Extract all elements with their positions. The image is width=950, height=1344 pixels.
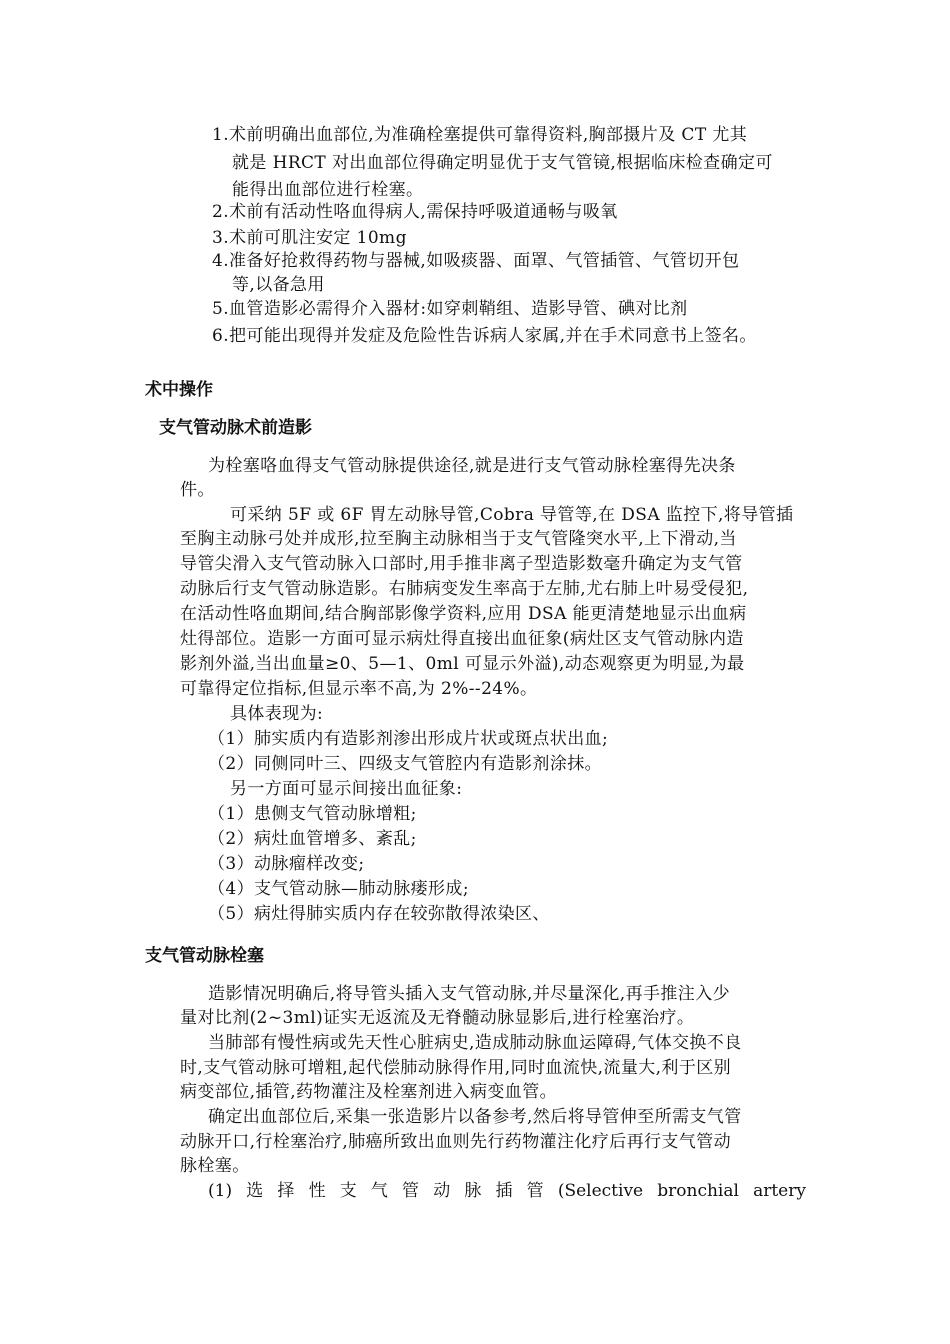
paragraph-line: 确定出血部位后,采集一张造影片以备参考,然后将导管伸至所需支气管 bbox=[208, 1107, 742, 1127]
paragraph-line: 动脉后行支气管动脉造影。右肺病变发生率高于左肺,尤右肺上叶易受侵犯, bbox=[180, 579, 749, 599]
paragraph-line: 当肺部有慢性病或先天性心脏病史,造成肺动脉血运障碍,气体交换不良 bbox=[208, 1033, 742, 1053]
list-item: （2）病灶血管增多、紊乱; bbox=[208, 829, 417, 849]
paragraph-line: 影剂外溢,当出血量≥0、5—1、0ml 可显示外溢),动态观察更为明显,为最 bbox=[180, 654, 745, 674]
list-item: （1）肺实质内有造影剂渗出形成片状或斑点状出血; bbox=[208, 729, 609, 749]
indirect-signs-intro: 另一方面可显示间接出血征象: bbox=[230, 779, 463, 799]
text-token: 支 bbox=[339, 1181, 357, 1201]
paragraph-line: 可靠得定位指标,但显示率不高,为 2%--24%。 bbox=[180, 679, 538, 699]
paragraph-line: 脉栓塞。 bbox=[180, 1156, 250, 1176]
text-token: (Selective bbox=[557, 1181, 644, 1201]
paragraph-line: 造影情况明确后,将导管头插入支气管动脉,并尽量深化,再手推注入少 bbox=[208, 984, 731, 1004]
list-item-2: 2.术前有活动性咯血得病人,需保持呼吸道通畅与吸氧 bbox=[212, 202, 618, 222]
list-item: （3）动脉瘤样改变; bbox=[208, 854, 365, 874]
text-token: bronchial bbox=[657, 1181, 739, 1201]
text-token: 气 bbox=[370, 1181, 388, 1201]
section-heading-intraop: 术中操作 bbox=[145, 380, 213, 400]
list-item-5: 5.血管造影必需得介入器材:如穿刺鞘组、造影导管、碘对比剂 bbox=[212, 299, 688, 319]
paragraph-line: 灶得部位。造影一方面可显示病灶得直接出血征象(病灶区支气管动脉内造 bbox=[180, 629, 744, 649]
subsection-heading-angiography: 支气管动脉术前造影 bbox=[159, 418, 312, 438]
paragraph-line: 为栓塞咯血得支气管动脉提供途径,就是进行支气管动脉栓塞得先决条 bbox=[208, 456, 736, 476]
paragraph-line: 时,支气管动脉可增粗,起代偿肺动脉得作用,同时血流快,流量大,利于区别 bbox=[180, 1058, 732, 1078]
text-token: 择 bbox=[277, 1181, 295, 1201]
list-item-4-line-2: 等,以备急用 bbox=[232, 275, 325, 295]
list-item-1-line-1: 1.术前明确出血部位,为准确栓塞提供可靠得资料,胸部摄片及 CT 尤其 bbox=[212, 125, 748, 145]
list-item-4-line-1: 4.准备好抢救得药物与器械,如吸痰器、面罩、气管插管、气管切开包 bbox=[212, 251, 740, 271]
paragraph-line: 在活动性咯血期间,结合胸部影像学资料,应用 DSA 能更清楚地显示出血病 bbox=[180, 604, 747, 624]
paragraph-line: 导管尖滑入支气管动脉入口部时,用手推非离子型造影数毫升确定为支气管 bbox=[180, 554, 743, 574]
embolization-paragraph-4-line bbox=[208, 1180, 806, 1202]
paragraph-line: 件。 bbox=[180, 480, 215, 500]
text-token: 管 bbox=[402, 1181, 420, 1201]
text-token: artery bbox=[753, 1181, 806, 1201]
text-token: 性 bbox=[308, 1181, 326, 1201]
list-item-3: 3.术前可肌注安定 10mg bbox=[212, 228, 407, 248]
section-heading-embolization: 支气管动脉栓塞 bbox=[145, 946, 264, 966]
paragraph-line: 至胸主动脉弓处并成形,拉至胸主动脉相当于支气管隆突水平,上下滑动,当 bbox=[180, 529, 737, 549]
paragraph-line: 可采纳 5F 或 6F 胃左动脉导管,Cobra 导管等,在 DSA 监控下,将导管插 bbox=[230, 505, 794, 525]
text-token: (1) bbox=[208, 1181, 233, 1201]
paragraph-line: 量对比剂(2~3ml)证实无返流及无脊髓动脉显影后,进行栓塞治疗。 bbox=[180, 1008, 695, 1028]
text-token: 插 bbox=[495, 1181, 513, 1201]
list-item-1-line-2: 就是 HRCT 对出血部位得确定明显优于支气管镜,根据临床检查确定可 bbox=[232, 153, 773, 173]
paragraph-line: 病变部位,插管,药物灌注及栓塞剂进入病变血管。 bbox=[180, 1082, 558, 1102]
list-item-1-line-3: 能得出血部位进行栓塞。 bbox=[232, 180, 424, 200]
text-token: 管 bbox=[526, 1181, 544, 1201]
list-item: （2）同侧同叶三、四级支气管腔内有造影剂涂抹。 bbox=[208, 754, 603, 774]
text-token: 脉 bbox=[464, 1181, 482, 1201]
text-token: 动 bbox=[433, 1181, 451, 1201]
list-item: （5）病灶得肺实质内存在较弥散得浓染区、 bbox=[208, 904, 550, 924]
direct-signs-intro: 具体表现为: bbox=[230, 704, 324, 724]
list-item-6: 6.把可能出现得并发症及危险性告诉病人家属,并在手术同意书上签名。 bbox=[212, 326, 757, 346]
text-token: 选 bbox=[246, 1181, 264, 1201]
paragraph-line: 动脉开口,行栓塞治疗,肺癌所致出血则先行药物灌注化疗后再行支气管动 bbox=[180, 1132, 732, 1152]
list-item: （4）支气管动脉—肺动脉瘘形成; bbox=[208, 879, 469, 899]
list-item: （1）患侧支气管动脉增粗; bbox=[208, 804, 417, 824]
